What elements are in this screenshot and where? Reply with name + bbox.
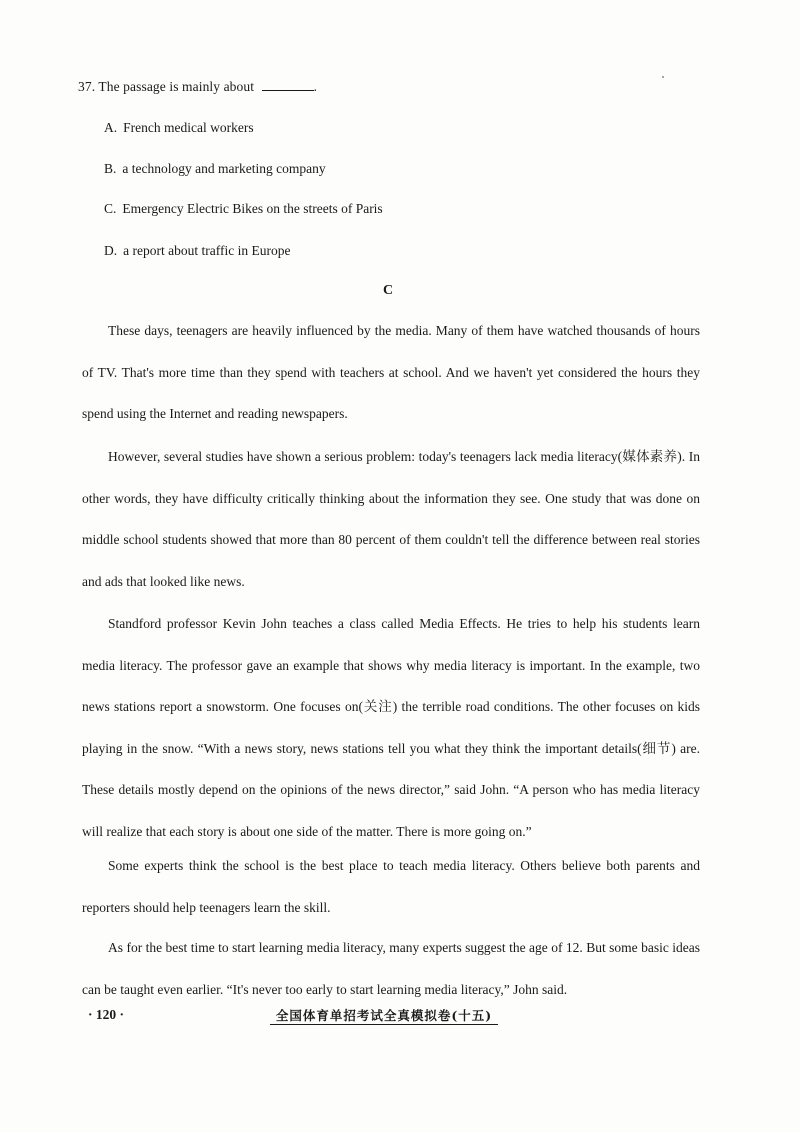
option-text: a report about traffic in Europe	[123, 243, 291, 258]
option-c	[104, 201, 383, 217]
option-d	[104, 243, 290, 259]
answer-blank	[262, 78, 314, 91]
option-letter: C.	[104, 201, 117, 216]
page-number: · 120 ·	[88, 1007, 125, 1022]
passage-section-label: C	[382, 283, 394, 298]
footer-underline	[270, 1024, 498, 1025]
question-stem-end: .	[313, 79, 318, 94]
passage-paragraph-5: As for the best time to start learning media literacy, many experts suggest the age of 12. But some basic ideas can be taught even earlier. “It's never too early to start learning media literacy,” John said.	[82, 940, 700, 997]
option-letter: D.	[104, 243, 118, 258]
question-number: 37.	[78, 79, 96, 94]
option-text: a technology and marketing company	[122, 161, 326, 176]
option-text: Emergency Electric Bikes on the streets of Paris	[122, 201, 383, 216]
passage-paragraph-2: However, several studies have shown a serious problem: today's teenagers lack media literacy(媒体素养). In other words, they have difficulty critically thinking about the information they see. One study that was done on middle school students showed that more than 80 percent of them couldn't tell the difference between real stories and ads that looked like news.	[82, 449, 700, 589]
option-letter: A.	[104, 120, 118, 135]
question-stem-text: The passage is mainly about	[98, 79, 255, 94]
scan-speck	[662, 76, 664, 78]
option-letter: B.	[104, 161, 117, 176]
question-37-stem	[78, 78, 317, 95]
option-a	[104, 120, 254, 136]
passage-paragraph-3: Standford professor Kevin John teaches a class called Media Effects. He tries to help his students learn media literacy. The professor gave an example that shows why media literacy is important. In the example, two news stations report a snowstorm. One focuses on(关注) the terrible road conditions. The other focuses on kids playing in the snow. “With a news story, news stations tell you what they think the important details(细节) are. These details mostly depend on the opinions of the news director,” said John. “A person who has media literacy will realize that each story is about one side of the matter. There is more going on.”	[82, 616, 700, 839]
option-text: French medical workers	[123, 120, 254, 135]
passage-paragraph-1: These days, teenagers are heavily influenced by the media. Many of them have watched thousands of hours of TV. That's more time than they spend with teachers at school. And we haven't yet considered the hours they spend using the Internet and reading newspapers.	[82, 323, 700, 421]
option-b	[104, 161, 326, 177]
passage-paragraph-4: Some experts think the school is the best place to teach media literacy. Others believe both parents and reporters should help teenagers learn the skill.	[82, 858, 700, 915]
exam-title: 全国体育单招考试全真模拟卷(十五)	[275, 1008, 493, 1023]
